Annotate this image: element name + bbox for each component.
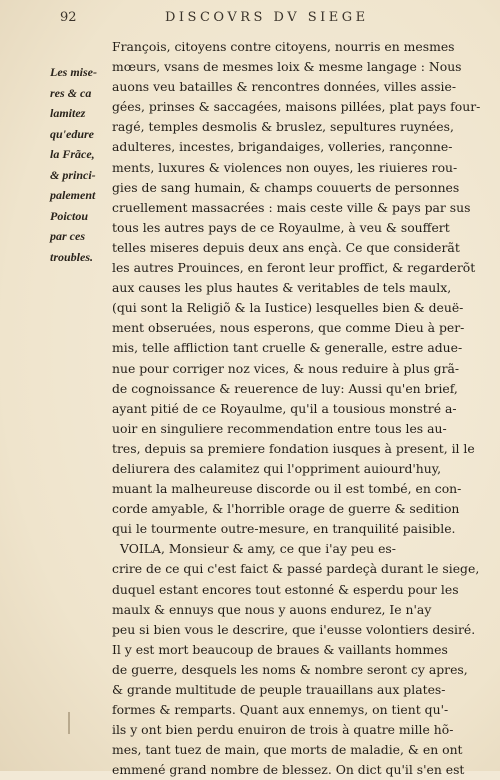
margin-note-line: troubles. [50,249,94,264]
text-line: duquel estant encores tout estonné & esperdu pour les [112,581,459,597]
text-line: deliurera des calamitez qui l'oppriment auiourd'huy, [112,460,442,476]
text-line: adulteres, incestes, brigandaiges, volleries, rançonne- [112,139,453,155]
text-line: mes, tant tuez de main, que morts de maladie, & en ont [112,742,463,758]
text-line: Il y est mort beaucoup de braues & vaillants hommes [112,641,448,657]
text-line: tres, depuis sa premiere fondation iusques à present, il le [112,440,475,456]
text-line: formes & remparts. Quant aux ennemys, on tient qu'- [112,702,449,718]
text-line: crire de ce qui c'est faict & passé pardeçà durant le siege, [112,561,480,577]
text-line: qui le tourmente outre-mesure, en tranquilité paisible. [112,521,456,537]
text-line: gies de sang humain, & champs couuerts de personnes [112,179,460,195]
margin-note-line: res & ca [50,85,92,100]
text-line: & grande multitude de peuple trauaillans aux plates- [112,682,446,697]
margin-note-line: lamitez [50,106,86,120]
text-line: ils y ont bien perdu enuiron de trois à quatre mille hõ- [112,722,454,738]
text-line: muant la malheureuse discorde ou il est tombé, en con- [112,481,462,497]
margin-note-line: qu'edure [50,126,95,141]
text-line: mœurs, vsans de mesmes loix & mesme langage : Nous [112,59,462,75]
text-line: gées, prinses & saccagées, maisons pillées, plat pays four- [112,99,481,115]
text-line: ment obseruées, nous esperons, que comme Dieu à per- [112,320,465,336]
text-line: tous les autres pays de ce Royaulme, à veu & souffert [112,219,450,235]
margin-note-line: Les mise- [50,65,97,79]
text-line: mis, telle affliction tant cruelle & generalle, estre adue- [112,340,463,356]
text-line: aux causes les plus hautes & veritables de tels maulx, [112,280,452,296]
text-line: uoir en singuliere recommendation entre tous les au- [112,420,447,436]
text-line: auons veu batailles & rencontres données, villes assie- [112,79,457,95]
page-number: 92 [60,10,77,25]
paragraph-start-line: VOILA, Monsieur & amy, ce que i'ay peu es- [120,541,396,557]
running-head: DISCOVRS DV SIEGE [165,10,369,25]
gutter-mark [68,712,70,734]
text-line: ragé, temples desmolis & bruslez, sepultures ruynées, [112,119,454,135]
main-text-block [112,37,490,780]
text-line: maulx & ennuys que nous y auons endurez, Ie n'ay [112,601,432,617]
text-line: ayant pitié de ce Royaulme, qu'il a tousious monstré a- [112,400,457,416]
text-line: les autres Prouinces, en feront leur proffict, & regarderõt [112,260,476,276]
text-line: corde amyable, & l'horrible orage de guerre & sedition [112,501,460,517]
text-line: peu si bien vous le descrire, que i'eusse volontiers desiré. [112,621,476,637]
text-line: (qui sont la Religiõ & la Iustice) lesquelles bien & deuë- [112,300,464,316]
text-line: nue pour corriger noz vices, & nous reduire à plus grã- [112,360,460,376]
margin-note-line: la Frãce, [50,147,95,161]
text-line: de cognoissance & reuerence de luy: Aussi qu'en brief, [112,380,458,396]
margin-note-line: par ces [50,229,85,243]
page-header [60,10,490,28]
text-line: ments, luxures & violences non ouyes, les riuieres rou- [112,159,458,175]
text-line: François, citoyens contre citoyens, nourris en mesmes [112,39,455,54]
text-line: cruellement massacrées : mais ceste ville & pays par sus [112,199,471,215]
text-line: emmené grand nombre de blessez. On dict qu'il s'en est [112,762,465,778]
marginal-note [50,62,116,267]
text-line: telles miseres depuis deux ans ençà. Ce que considerãt [112,239,460,255]
margin-note-line: Poictou [50,208,88,223]
margin-note-line: & princi- [50,167,96,182]
text-line: de guerre, desquels les noms & nombre seront cy apres, [112,661,468,677]
margin-note-line: palement [50,188,96,202]
